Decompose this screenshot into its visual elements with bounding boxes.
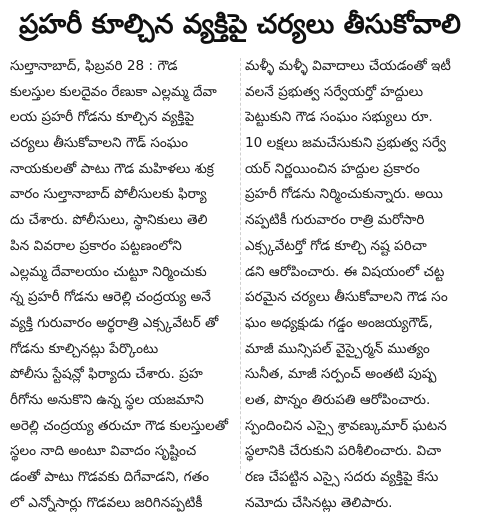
text-line: పిన వివరాల ప్రకారం పట్టణంలోని <box>10 237 182 254</box>
article-column-left <box>10 54 244 516</box>
text-line: లయ ప్రహరీ గోడను కూల్చిన వ్యక్తిపై <box>10 109 195 126</box>
article-column-right <box>245 54 479 516</box>
text-line: నప్పటికీ గురువారం రాత్రి మరోసారి <box>245 212 425 229</box>
text-line: ఘం అధ్యక్షుడు గడ్డం అంజయ్యగౌడ్, <box>245 314 433 331</box>
text-line: యర్ నిర్ణయించిన హద్దుల ప్రకారం <box>245 160 420 177</box>
text-line: స్పందించిన ఎస్సై శ్రావణ్కుమార్ ఘటన <box>245 417 447 434</box>
text-line: లో ఎన్నోసార్లు గొడవలు జరిగినప్పటికీ <box>10 494 203 511</box>
text-line: దు చేశారు. పోలీసులు, స్థానికులు తెలి <box>10 212 208 229</box>
column-divider <box>240 58 241 474</box>
text-line: వారం సుల్తానాబాద్ పోలీసులకు ఫిర్యా <box>10 186 207 203</box>
text-line: ప్రహరీ గోడను నిర్మించుకున్నారు. అయి <box>245 186 443 203</box>
text-line: ఎల్లమ్మ దేవాలయం చుట్టూ నిర్మించుకు <box>10 263 207 280</box>
text-line: గోడను కూల్చినట్లు పేర్కొంటు <box>10 340 159 357</box>
text-line: మాజీ మున్సిపల్ వైస్చైర్మన్ ముత్యం <box>245 340 430 357</box>
text-line: 10 లక్షలు జమచేసుకుని ప్రభుత్వ సర్వే <box>245 135 447 152</box>
text-line: చర్యలు తీసుకోవాలని గౌడ్ సంఘం <box>10 135 189 152</box>
text-line: మళ్ళీ మళ్ళీ వివాదాలు చేయడంతో ఇటీ <box>245 58 451 74</box>
text-line: నాయకులతో పాటు గౌడ మహిళలు శుక్ర <box>10 160 214 177</box>
text-line: వలనే ప్రభుత్వ సర్వేయర్తో హద్దులు <box>245 83 424 100</box>
text-line: లత, పొన్నం తిరుపతి ఆరోపించారు. <box>245 391 431 408</box>
headline: ప్రహరీ కూల్చిన వ్యక్తిపై చర్యలు తీసుకోవాలి <box>19 9 461 40</box>
text-line: డని ఆరోపించారు. ఈ విషయంలో చట్ట <box>245 263 445 280</box>
text-line: డంతో పాటు గొడవకు దిగేవాడని, గతం <box>10 469 210 485</box>
text-line: న్న ప్రహరీ గోడను ఆరెల్లి చంద్రయ్య అనే <box>10 289 211 306</box>
text-line: ఎక్స్కవేటర్తో గోడ కూల్చి నష్ట పరిచా <box>245 237 427 254</box>
text-line: సుల్తానాబాద్, ఫిబ్రవరి 28 : గౌడ <box>10 58 178 74</box>
text-line: పోలీసు స్టేషన్లో ఫిర్యాదు చేశారు. ప్రహ <box>10 366 203 383</box>
text-line: పరమైన చర్యలు తీసుకోవాలని గౌడ సం <box>245 289 448 306</box>
text-line: పెట్టుకుని గౌడ సంఘం సభ్యులు రూ. <box>245 109 433 126</box>
text-line: రణ చేపట్టిన ఎస్సై సదరు వ్యక్తిపై కేసు <box>245 469 439 485</box>
text-line: వ్యక్తి గురువారం అర్థరాత్రి ఎక్స్కవేటర్ తో <box>10 314 219 331</box>
text-line: అరెల్లి చంద్రయ్య తరుచూ గౌడ కులస్తులతో <box>10 417 229 434</box>
text-line: నమోదు చేసినట్లు తెలిపారు. <box>245 494 393 511</box>
text-line: రీగోను అనుకొని ఉన్న స్థల యజమాని <box>10 391 204 408</box>
text-line: కులస్తుల కులదైవం రేణుకా ఎల్లమ్మ దేవా <box>10 83 217 100</box>
text-line: స్థలం నాది అంటూ వివాదం సృష్టించ <box>10 443 197 460</box>
text-line: స్థలానికి చేరుకుని పరిశీలించారు. విచా <box>245 443 442 460</box>
text-line: సునీత, మాజీ సర్పంచ్ అంతటి పుష్ప <box>245 366 437 383</box>
